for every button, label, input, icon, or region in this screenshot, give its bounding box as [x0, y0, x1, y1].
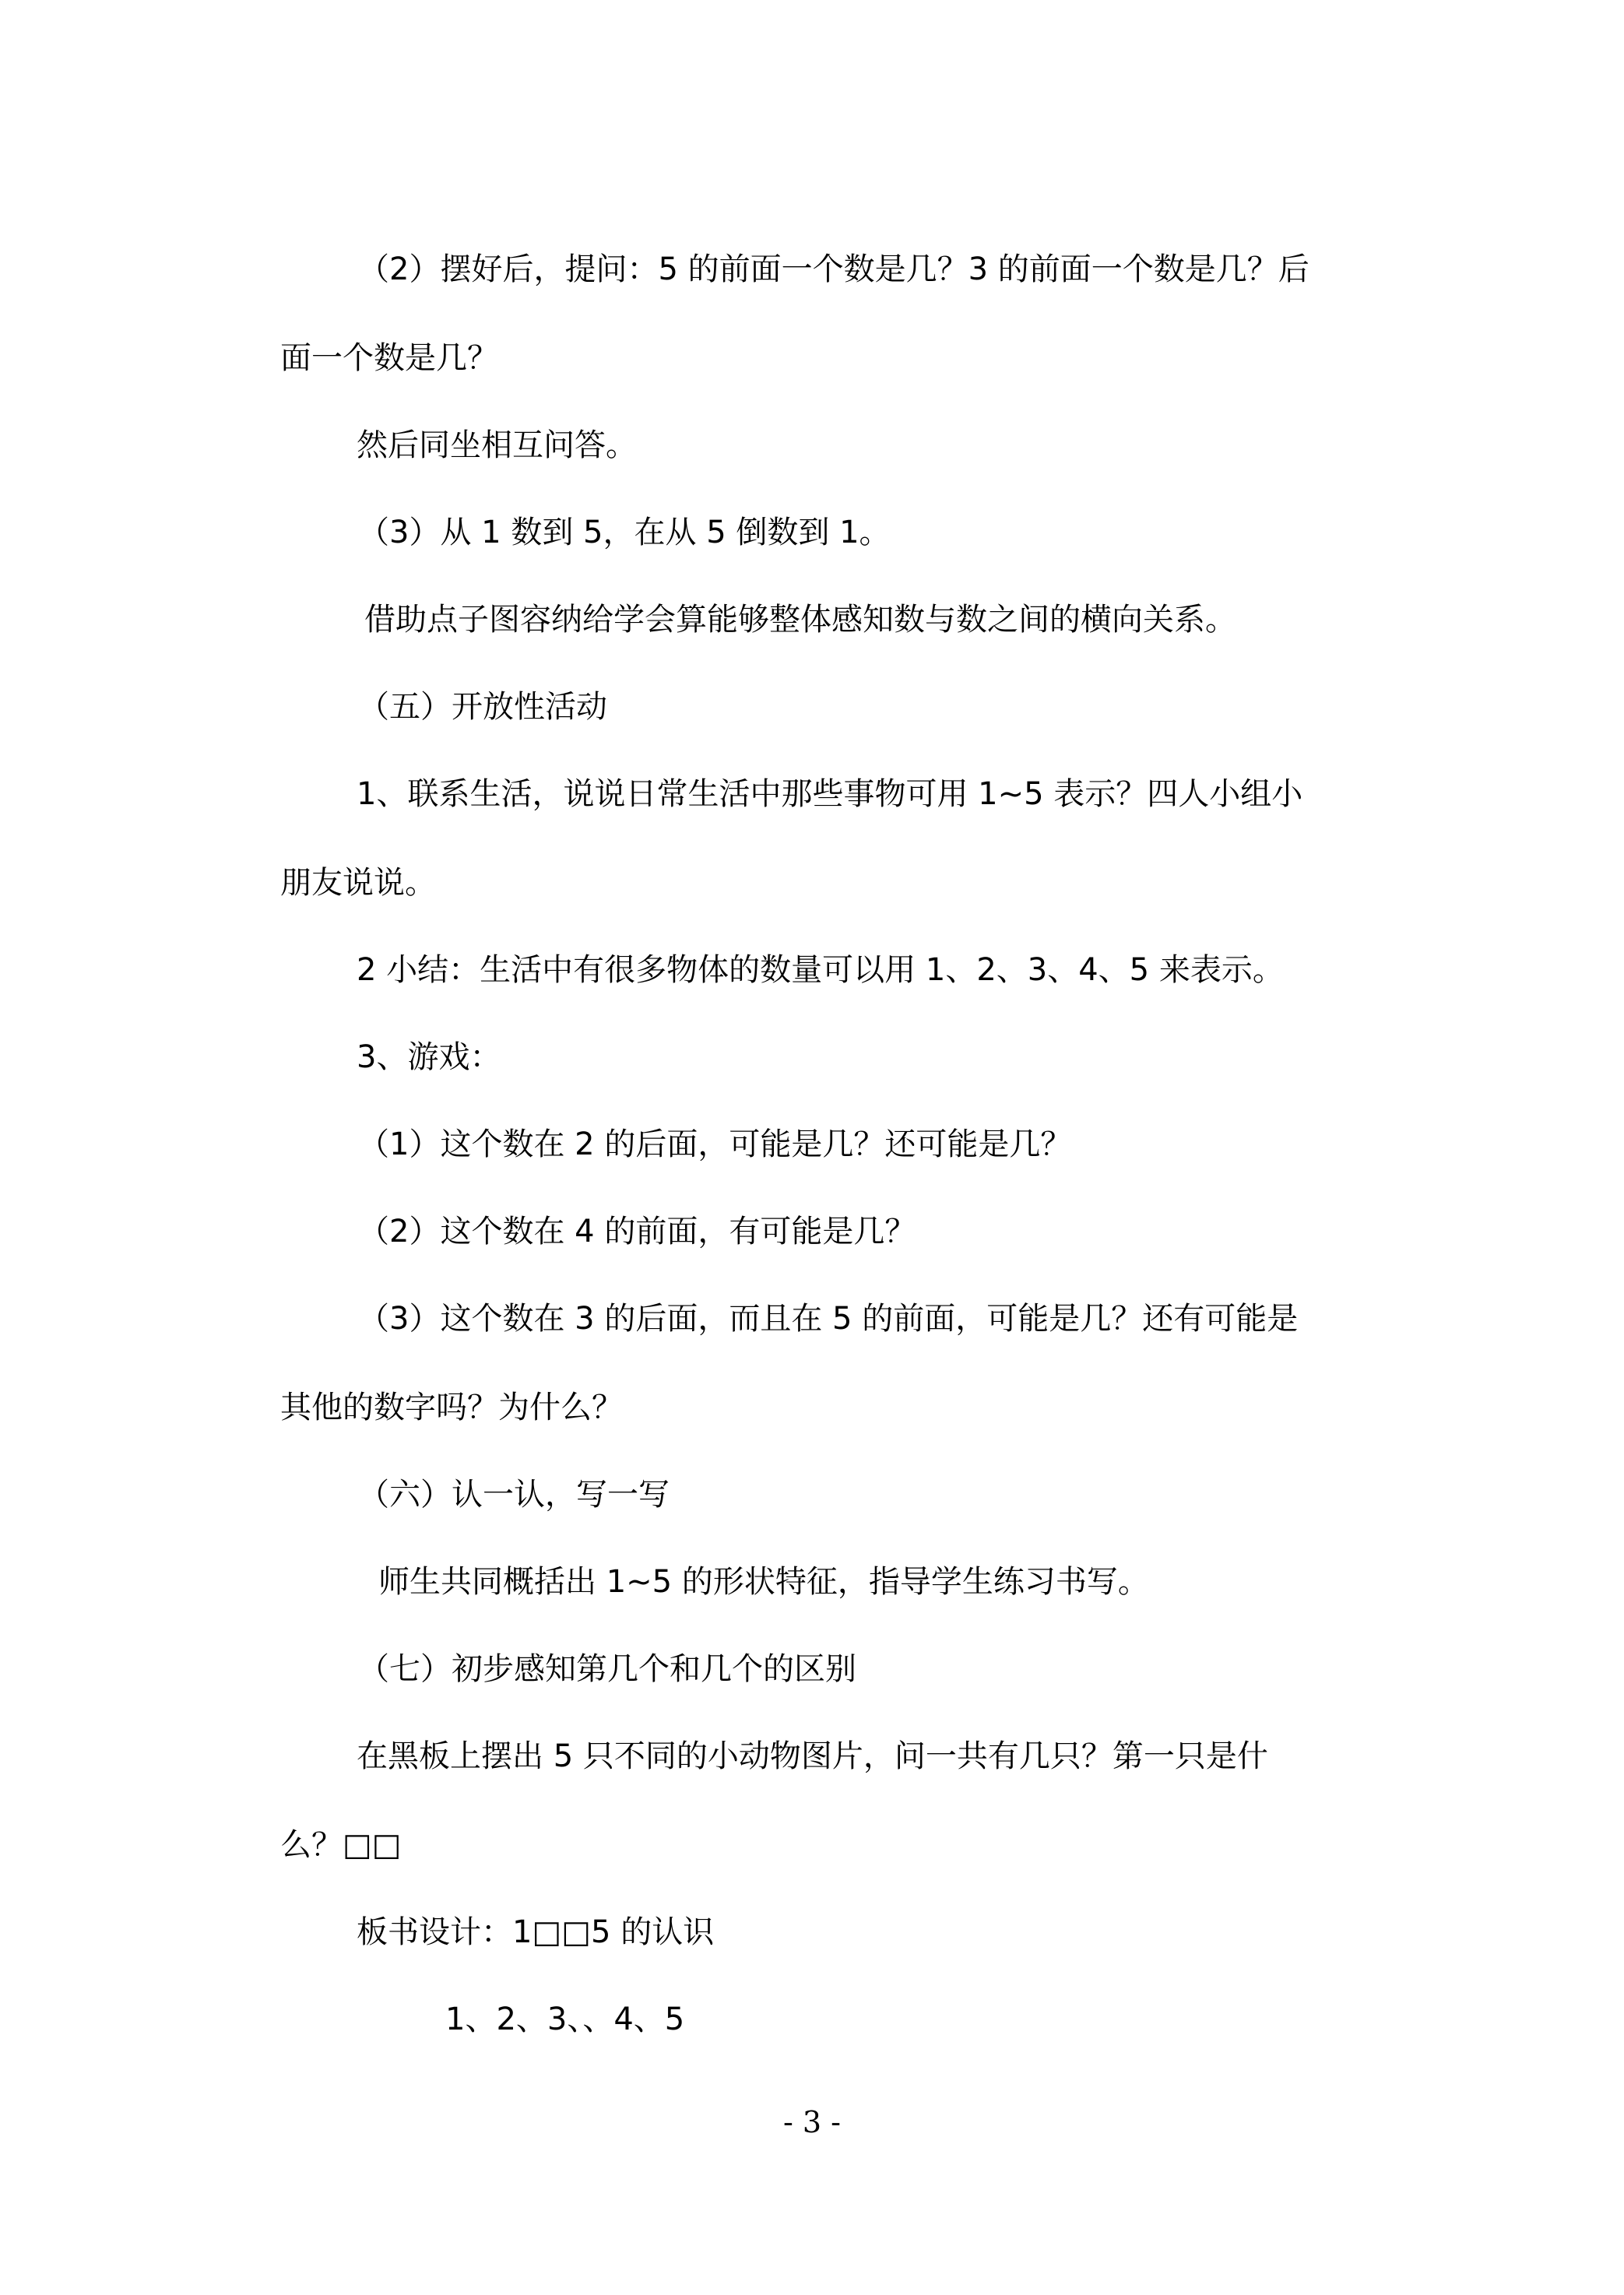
para-line-19: 么？□□ [280, 1827, 402, 1863]
para-line-18: 在黑板上摆出 5 只不同的小动物图片，问一共有几只？第一只是什 [357, 1738, 1268, 1774]
para-line-12: （2）这个数在 4 的前面，有可能是几？ [358, 1214, 916, 1249]
para-line-11: （1）这个数在 2 的后面，可能是几？还可能是几？ [358, 1126, 1072, 1162]
para-line-4: （3）从 1 数到 5，在从 5 倒数到 1。 [358, 515, 891, 550]
para-line-5: 借助点子图容纳给学会算能够整体感知数与数之间的横向关系。 [364, 602, 1236, 638]
board-design-title: 板书设计：1□□5 的认识 [357, 1914, 715, 1950]
para-line-1: （2）摆好后，提问：5 的前面一个数是几？3 的前面一个数是几？后 [358, 251, 1309, 287]
para-line-13: （3）这个数在 3 的后面，而且在 5 的前面，可能是几？还有可能是 [358, 1301, 1299, 1337]
section-heading-5: （五）开放性活动 [358, 689, 607, 725]
para-line-10: 3、游戏： [357, 1039, 501, 1075]
para-line-3: 然后同坐相互问答。 [357, 427, 637, 463]
para-line-7: 1、联系生活，说说日常生活中那些事物可用 1~5 表示？四人小组小 [357, 776, 1303, 812]
para-line-2: 面一个数是几？ [280, 340, 498, 376]
para-line-9: 2 小结：生活中有很多物体的数量可以用 1、2、3、4、5 来表示。 [357, 952, 1284, 988]
para-line-8: 朋友说说。 [280, 865, 436, 901]
section-heading-6: （六）认一认，写一写 [358, 1477, 670, 1513]
board-design-numbers: 1、2、3、、4、5 [445, 2002, 685, 2037]
para-line-16: 师生共同概括出 1~5 的形状特征，指导学生练习书写。 [378, 1564, 1149, 1600]
section-heading-7: （七）初步感知第几个和几个的区别 [358, 1651, 856, 1687]
para-line-14: 其他的数字吗？为什么？ [280, 1390, 623, 1425]
page-number: - 3 - [782, 2105, 841, 2139]
